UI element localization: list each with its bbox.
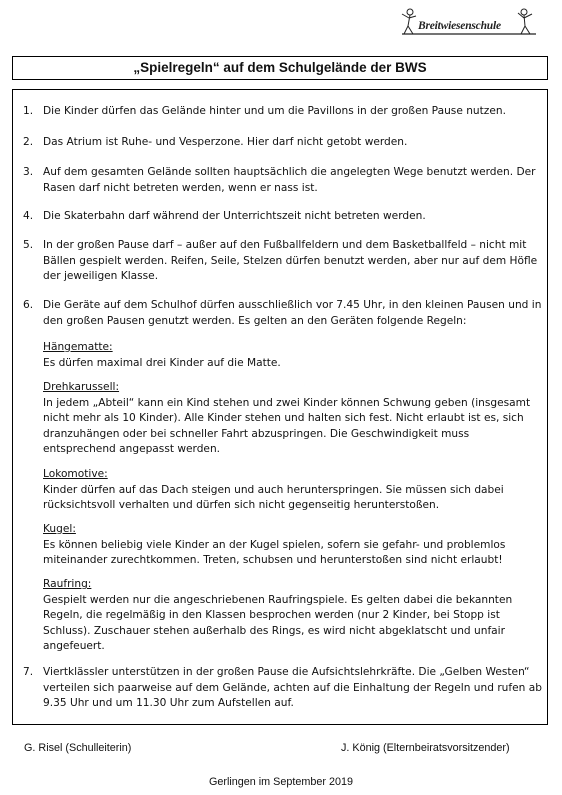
equipment-text: Es dürfen maximal drei Kinder auf die Matte. (43, 356, 281, 369)
equipment-lokomotive (43, 467, 545, 514)
equipment-text: Gespielt werden nur die angeschriebenen Raufringspiele. Es gelten dabei die bekannten Regeln, die regelmäßig in den Klassen besprochen werden (nur 2 Kinder, bei Stopp ist Schluss). Zuschauer stehen außerhalb des Rings, es wird nicht abgeklatscht und unfair angefeuert. (43, 593, 513, 653)
equipment-raufring (43, 577, 545, 655)
equipment-text: Kinder dürfen auf das Dach steigen und auch herunterspringen. Sie müssen sich dabei rücksichtsvoll verhalten und dürfen sich nicht gegenseitig herunterstoßen. (43, 483, 504, 512)
rule-text: Das Atrium ist Ruhe- und Vesperzone. Hier darf nicht getobt werden. (43, 136, 408, 148)
equipment-heading: Hängematte: (43, 341, 113, 353)
rule-text: In der großen Pause darf – außer auf den Fußballfeldern und dem Basketballfeld – nicht mit Bällen gespielt werden. Reifen, Seile, Stelzen dürfen benutzt werden, aber nur auf dem Höfle der jeweiligen Klasse. (43, 239, 538, 283)
place-date: Gerlingen im September 2019 (208, 776, 354, 788)
page-title: „Spielregeln“ auf dem Schulgelände der BWS (12, 56, 548, 80)
equipment-heading: Drehkarussell: (43, 381, 120, 393)
rule-text: Viertklässler unterstützen in der großen Pause die Aufsichtslehrkräfte. Die „Gelben Westen“ verteilen sich paarweise auf dem Gelände, achten auf die Einhaltung der Regeln und rufen ab 9.35 Uhr und um 11.30 Uhr zum Aufstellen auf. (43, 666, 542, 710)
rule-text: Auf dem gesamten Gelände sollten hauptsächlich die angelegten Wege benutzt werden. Der Rasen darf nicht betreten werden, wenn er nass ist. (43, 166, 536, 194)
equipment-text: Es können beliebig viele Kinder an der Kugel spielen, sofern sie gefahr- und problemlos miteinander zurechtkommen. Treten, schubsen und herunterstoßen sind nicht erlaubt! (43, 538, 506, 567)
equipment-heading: Raufring: (43, 578, 92, 590)
rule-number: 4. (23, 210, 34, 222)
equipment-kugel (43, 522, 545, 569)
rules-box (12, 89, 548, 725)
rule-number: 5. (23, 239, 34, 251)
rule-number: 6. (23, 299, 34, 311)
rule-number: 2. (23, 136, 34, 148)
school-logo (388, 4, 538, 40)
signature-principal: G. Risel (Schulleiterin) (24, 742, 132, 754)
equipment-text: In jedem „Abteil“ kann ein Kind stehen und zwei Kinder können Schwung geben (insgesamt nicht mehr als 10 Kinder). Alle Kinder stehen und halten sich fest. Nicht erlaubt ist es, sich dranzuhängen oder bei schneller Fahrt abzuspringen. Die Geschwindigkeit muss entsprechend angepasst werden. (43, 396, 531, 456)
equipment-heading: Kugel: (43, 523, 76, 535)
rule-number: 7. (23, 666, 34, 678)
equipment-haengematte (43, 340, 545, 371)
rule-text: Die Geräte auf dem Schulhof dürfen ausschließlich vor 7.45 Uhr, in den kleinen Pausen und in den großen Pausen genutzt werden. Es gelten an den Geräten folgende Regeln: (43, 299, 542, 327)
equipment-heading: Lokomotive: (43, 468, 108, 480)
rule-text: Die Kinder dürfen das Gelände hinter und um die Pavillons in der großen Pause nutzen. (43, 105, 506, 117)
rule-text: Die Skaterbahn darf während der Unterrichtszeit nicht betreten werden. (43, 210, 426, 222)
equipment-drehkarussell (43, 380, 545, 458)
school-logo-text: Breitwiesenschule (418, 20, 501, 32)
rule-number: 1. (23, 105, 34, 117)
signature-parents-council: J. König (Elternbeiratsvorsitzender) (341, 742, 510, 754)
rule-number: 3. (23, 166, 34, 178)
